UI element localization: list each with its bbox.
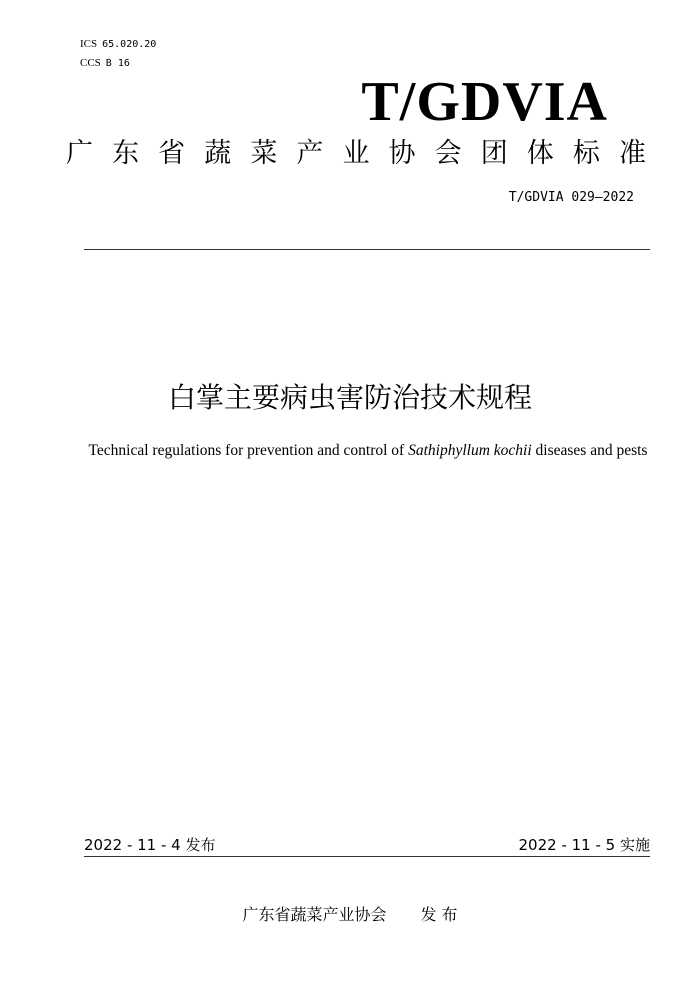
title-en-part1: Technical regulations for prevention and control of <box>88 442 409 459</box>
org-title-char: 菜 <box>250 138 278 169</box>
footer-divider <box>84 856 650 857</box>
org-title-char: 产 <box>296 138 324 169</box>
org-title-char: 体 <box>526 138 554 169</box>
ics-label: ICS <box>80 38 98 50</box>
document-title-en <box>86 440 650 462</box>
standard-number: T/GDVIA 029—2022 <box>508 190 634 205</box>
org-title-char: 省 <box>158 138 186 169</box>
org-title-char: 业 <box>342 138 370 169</box>
ccs-row <box>80 54 156 73</box>
ccs-value: B 16 <box>105 58 130 69</box>
standard-logo: T/GDVIA <box>361 71 608 133</box>
classification-codes <box>80 35 156 73</box>
ics-row <box>80 35 156 54</box>
title-en-species: Sathiphyllum kochii <box>408 442 532 459</box>
title-en-part2: diseases and pests <box>531 442 648 459</box>
org-title-char: 会 <box>434 138 462 169</box>
header-divider <box>84 249 650 250</box>
implement-date: 2022 - 11 - 5 实施 <box>518 836 650 854</box>
org-title-char: 团 <box>480 138 508 169</box>
document-title-cn: 白掌主要病虫害防治技术规程 <box>167 381 532 414</box>
publisher-line <box>0 902 700 925</box>
publisher-org: 广东省蔬菜产业协会 <box>242 905 387 924</box>
ccs-label: CCS <box>80 57 101 69</box>
issue-date: 2022 - 11 - 4 发布 <box>84 836 216 854</box>
publisher-action: 发 布 <box>420 905 458 924</box>
org-title-char: 广 <box>66 138 93 169</box>
ics-value: 65.020.20 <box>102 39 157 50</box>
org-title-char: 蔬 <box>204 138 232 169</box>
org-title-char: 准 <box>618 138 646 169</box>
org-title-char: 协 <box>388 138 416 169</box>
org-standard-title <box>66 136 646 172</box>
org-title-char: 标 <box>572 138 600 169</box>
org-title-char: 东 <box>112 138 140 169</box>
